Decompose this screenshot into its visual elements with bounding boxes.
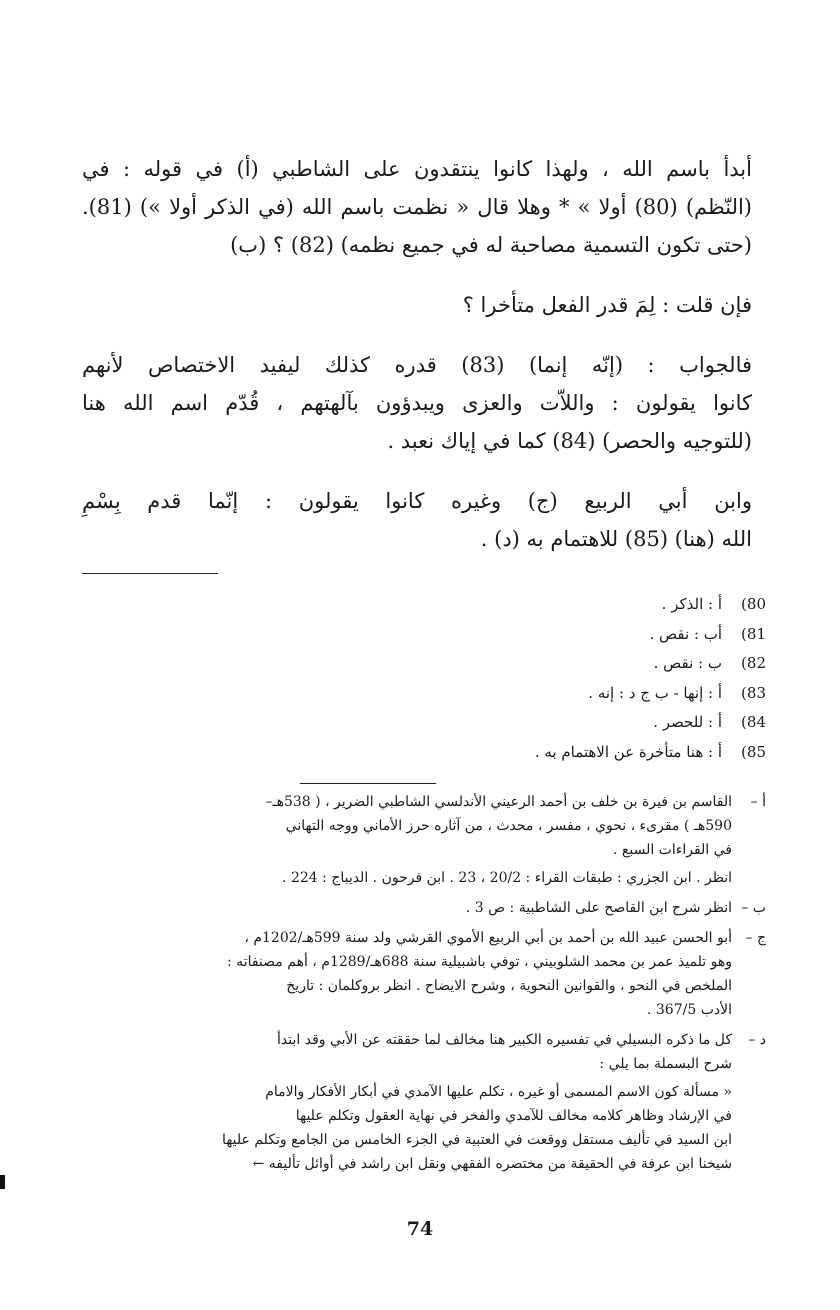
footnote-mark: ب – (741, 900, 766, 916)
variants-separator (82, 573, 218, 574)
variant-number: 80) (741, 595, 766, 613)
footnote-mark: د – (748, 1032, 766, 1048)
footnote-line: الأدب 367/5 . (646, 1002, 732, 1018)
footnote-line: أبو الحسن عبيد الله بن أحمد بن أبي الربيع الأموي القرشي ولد سنة 599هـ/1202م ، (244, 930, 732, 946)
variant-number: 85) (741, 742, 766, 761)
variant-item (82, 738, 766, 768)
variant-number: 81) (741, 624, 766, 643)
variant-text: أ : هنا متأخرة عن الاهتمام به . (534, 742, 722, 761)
footnote-body (78, 896, 732, 920)
footnote-alif (78, 790, 766, 890)
variant-text: ب : نقص . (653, 654, 722, 672)
variant-readings (82, 590, 766, 767)
text-line: أبدأ باسم الله ، ولهذا كانوا ينتقدون على الشاطبي (أ) في قوله : في (82, 157, 752, 181)
footnote-line: انظر شرح ابن القاصح على الشاطبية : ص 3 . (465, 900, 732, 916)
variant-item (82, 620, 766, 650)
text-line: الله (هنا) (85) للاهتمام به (د) . (480, 527, 752, 551)
variant-item (82, 649, 766, 679)
footnote-line: في القراءات السبع . (613, 842, 732, 858)
text-line: فإن قلت : لِمَ قدر الفعل متأخرا ؟ (462, 293, 752, 317)
paragraph-basmala-start (82, 150, 752, 264)
footnote-jim (78, 926, 766, 1022)
footnote-quote-line: ابن السيد في تأليف مستقل ووقعت في العتبية في الجزء الخامس من الجامع وتكلم عليها (221, 1132, 732, 1148)
footnote-line: شرح البسملة بما يلي : (599, 1056, 732, 1072)
footnote-line: القاسم بن فيرة بن خلف بن أحمد الرعيني الأندلسي الشاطبي الضرير ، ( 538هـ– (265, 794, 732, 810)
variant-item (82, 708, 766, 738)
footnote-ba (78, 896, 766, 920)
variant-text: أ : للحصر . (653, 713, 722, 731)
variant-number: 84) (741, 713, 766, 731)
text-line: وابن أبي الربيع (ج) وغيره كانوا يقولون : إنّما قدم بِسْمِ (82, 489, 752, 513)
text-line: (للتوجيه والحصر) (84) كما في إياك نعبد . (387, 429, 752, 453)
text-line: كانوا يقولون : واللاّت والعزى ويبدؤون بآلهتهم ، قُدّم اسم الله هنا (82, 391, 752, 415)
footnote-body (78, 790, 732, 890)
footnote-body (78, 1028, 732, 1176)
footnote-quote-line: « مسألة كون الاسم المسمى أو غيره ، تكلم عليها الآمدي في أبكار الأفكار والامام (265, 1084, 732, 1100)
margin-mark (0, 1175, 5, 1189)
text-line: (النّظم) (80) أولا » * وهلا قال « نظمت باسم الله (في الذكر أولا ») (81). (82, 195, 752, 219)
text-line: فالجواب : (إنّه إنما) (83) قدره كذلك ليفيد الاختصاص لأنهم (82, 353, 753, 377)
variant-item (82, 679, 766, 709)
variant-text: أ : إنها - ب ج د : إنه . (588, 683, 722, 702)
footnote-body (78, 926, 732, 1022)
footnote-quote-line: في الإرشاد وظاهر كلامه مخالف للآمدي والفخر في نهاية العقول وتكلم عليها (295, 1108, 732, 1124)
paragraph-answer (82, 346, 752, 460)
variant-item (82, 590, 766, 620)
footnote-line: كل ما ذكره البسيلي في تفسيره الكبير هنا مخالف لما حققته عن الأبي وقد ابتدأ (277, 1032, 732, 1048)
footnote-mark: أ – (750, 794, 766, 810)
footnote-line: 590هـ ) مقرىء ، نحوي ، مفسر ، محدث ، من آثاره حرز الأماني ووجه التهاني (285, 818, 732, 834)
footnote-reference: انظر . ابن الجزري : طبقات القراء : 20/2 ، 23 . ابن فرحون . الديباج : 224 . (282, 870, 732, 886)
paragraph-question (82, 286, 752, 324)
footnote-quote-line: شيخنا ابن عرفة في الحقيقة من مختصره الفقهي ونقل ابن راشد في أوائل تأليفه ← (252, 1156, 732, 1172)
footnote-line: وهو تلميذ عمر بن محمد الشلوبيني ، توفي باشبيلية سنة 688هـ/1289م ، أهم مصنفاته : (227, 954, 732, 970)
footnotes (78, 790, 766, 1182)
main-text (82, 150, 752, 580)
variant-number: 82) (741, 654, 766, 672)
variant-number: 83) (741, 683, 766, 702)
footnote-mark: ج – (745, 930, 766, 946)
footnote-line: الملخص في النحو ، والقوانين النحوية ، وشرح الايضاح . انظر بروكلمان : تاريخ (286, 978, 732, 994)
notes-separator (300, 783, 436, 784)
paragraph-ibn-abi-rabi (82, 482, 752, 558)
footnote-dal (78, 1028, 766, 1176)
text-line: (حتى تكون التسمية مصاحبة له في جميع نظمه) (82) ؟ (ب) (230, 233, 752, 257)
variant-text: أ : الذكر . (661, 595, 722, 613)
page-number: 74 (406, 1218, 434, 1240)
variant-text: أب : نقص . (649, 624, 722, 643)
